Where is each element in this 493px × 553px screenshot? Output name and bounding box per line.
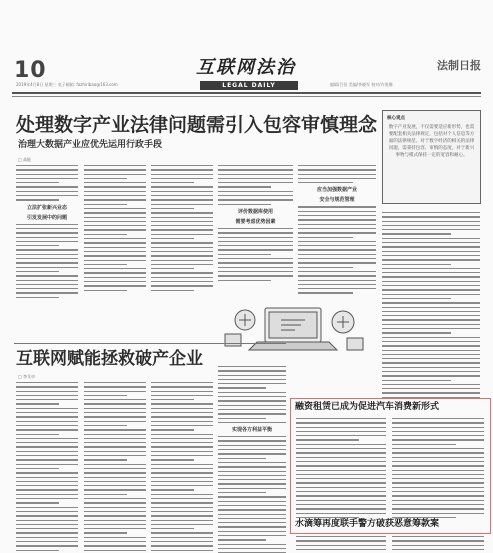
second-column-4 (218, 366, 286, 553)
column-title: 互联网法治 (196, 57, 296, 78)
section-divider (14, 343, 286, 344)
column-subtitle-bar: LEGAL DAILY (200, 81, 298, 90)
brief-headline-top: 融资租赁已成为促进汽车消费新形式 (295, 402, 440, 412)
lead-section-head-1: 立法扩张新兴业态 (26, 204, 67, 211)
lead-section-head-4: 需要考虑优势因素 (235, 218, 276, 225)
lead-column-6 (382, 212, 480, 401)
brief-bottom-column-1 (296, 536, 386, 553)
second-column-1 (16, 382, 78, 553)
editor-line: 编辑/吕恒 美编/李晓军 校对/许黑娜 (330, 82, 393, 87)
brief-bottom-column-2 (392, 536, 484, 553)
newspaper-logo: 法制日报 (437, 59, 481, 72)
quote-title: 核心观点 (387, 116, 405, 121)
masthead-rule-thin (12, 96, 481, 97)
second-byline: □ 李艾卓 (18, 374, 36, 379)
second-column-2 (84, 382, 146, 553)
laptop-illustration (215, 298, 371, 360)
quote-text: 数字产业发展，不仅需要适应新形势，也需要配套相关法律规定，包括对个人信息等方面的法律规范。对于数字经济的相关的法律问题，需秉持包容、审慎的态度，对于新兴事物与模式保持一定的宽容和耐心。 (388, 125, 475, 158)
lead-column-1 (16, 165, 78, 301)
page-number: 10 (14, 58, 47, 83)
lead-mid-head-2: 安全与规范管理 (319, 197, 355, 204)
masthead-rule (12, 92, 481, 94)
lead-column-3 (151, 165, 213, 294)
date-line: 2019年4月8日 星期三 电子邮箱: fazhiribao@163.com (16, 82, 118, 87)
brief-headline-bottom: 水滴筹再度联手警方破获恶意筹款案 (295, 519, 440, 529)
lead-section-head-2: 引发发展中的问题 (26, 214, 67, 221)
lead-section-head-3: 评价数据库使用 (237, 208, 273, 215)
quote-box (382, 110, 481, 204)
lead-column-5 (298, 165, 376, 297)
second-column-3 (151, 382, 213, 553)
brief-top-column-1 (296, 418, 386, 521)
lead-column-4 (218, 165, 293, 284)
lead-column-2 (84, 165, 146, 294)
lead-mid-head-1: 应当加强数据产业 (316, 187, 357, 194)
lead-subhead: 治理大数据产业应优先运用行政手段 (18, 140, 163, 150)
lead-headline: 处理数字产业法律问题需引入包容审慎理念 (16, 114, 378, 136)
second-headline: 互联网赋能拯救破产企业 (16, 349, 203, 369)
second-section-head: 实现各方利益平衡 (231, 427, 272, 434)
brief-top-column-2 (392, 418, 484, 521)
lead-byline: □ 高能 (18, 157, 32, 162)
